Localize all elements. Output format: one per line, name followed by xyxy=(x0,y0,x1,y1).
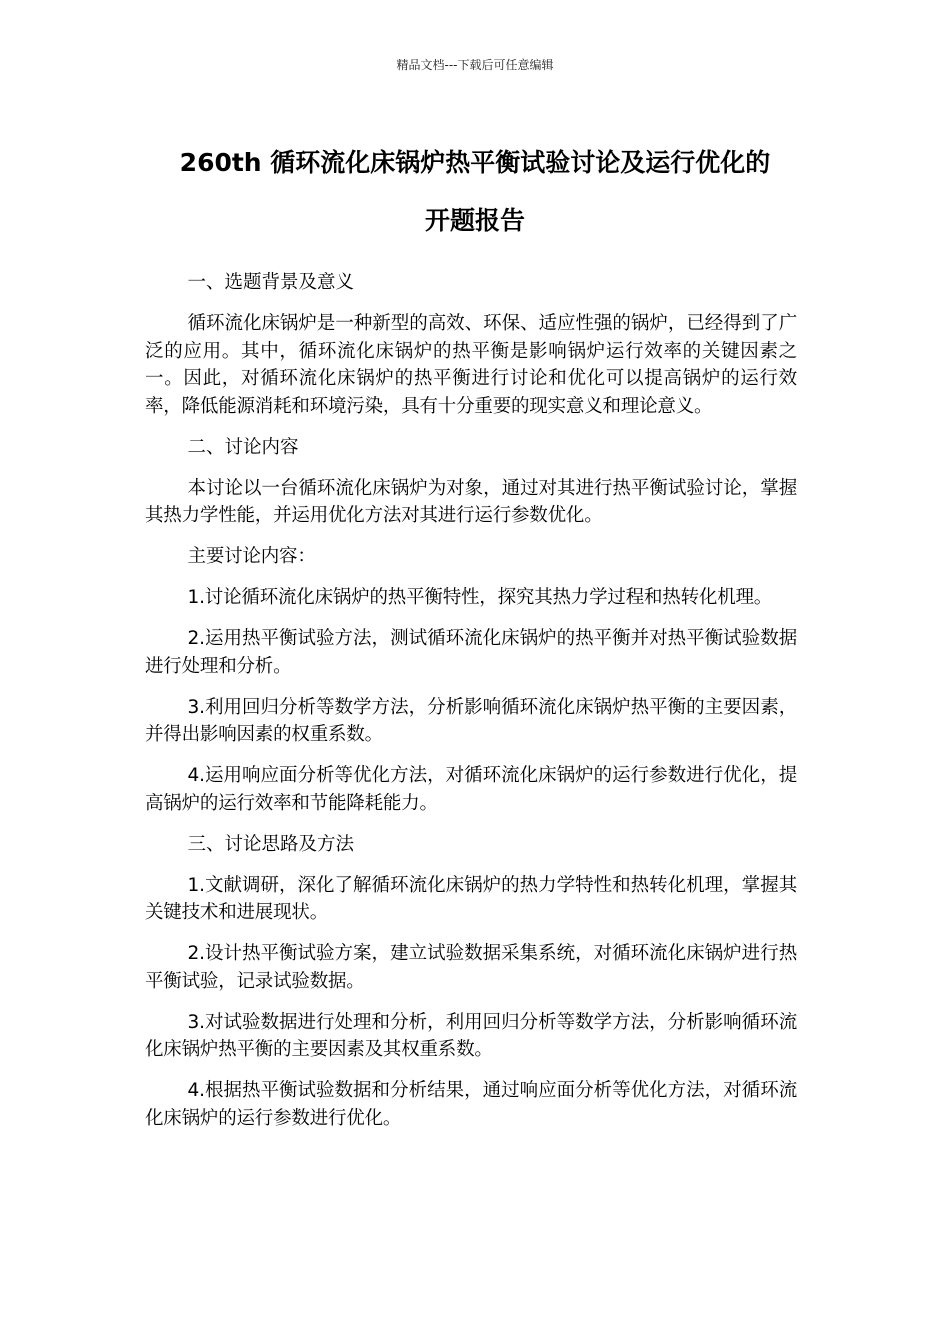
method-item-2: 2.设计热平衡试验方案，建立试验数据采集系统，对循环流化床锅炉进行热平衡试验，记录试验数据。 xyxy=(145,943,797,992)
page-header-note: 精品文档---下载后可任意编辑 xyxy=(396,58,554,72)
content-item-1: 1.讨论循环流化床锅炉的热平衡特性，探究其热力学过程和热转化机理。 xyxy=(187,587,773,608)
content-item-4: 4.运用响应面分析等优化方法，对循环流化床锅炉的运行参数进行优化，提高锅炉的运行效率和节能降耗能力。 xyxy=(145,765,797,814)
method-item-4: 4.根据热平衡试验数据和分析结果，通过响应面分析等优化方法，对循环流化床锅炉的运行参数进行优化。 xyxy=(145,1080,797,1129)
title-line-1: 260th 循环流化床锅炉热平衡试验讨论及运行优化的 xyxy=(179,148,771,177)
method-item-3: 3.对试验数据进行处理和分析，利用回归分析等数学方法，分析影响循环流化床锅炉热平衡的主要因素及其权重系数。 xyxy=(145,1011,797,1060)
section-heading-methods: 三、讨论思路及方法 xyxy=(187,833,355,855)
background-paragraph: 循环流化床锅炉是一种新型的高效、环保、适应性强的锅炉，已经得到了广泛的应用。其中，循环流化床锅炉的热平衡是影响锅炉运行效率的关键因素之一。因此，对循环流化床锅炉的热平衡进行讨论和优化可以提高锅炉的运行效率，降低能源消耗和环境污染，具有十分重要的现实意义和理论意义。 xyxy=(145,313,797,417)
content-intro-paragraph: 本讨论以一台循环流化床锅炉为对象，通过对其进行热平衡试验讨论，掌握其热力学性能，并运用优化方法对其进行运行参数优化。 xyxy=(145,477,797,526)
section-heading-content: 二、讨论内容 xyxy=(187,436,299,458)
content-item-3: 3.利用回归分析等数学方法，分析影响循环流化床锅炉热平衡的主要因素，并得出影响因素的权重系数。 xyxy=(145,696,797,745)
content-item-2: 2.运用热平衡试验方法，测试循环流化床锅炉的热平衡并对热平衡试验数据进行处理和分析。 xyxy=(145,628,797,677)
document-title xyxy=(120,134,830,250)
method-item-1: 1.文献调研，深化了解循环流化床锅炉的热力学特性和热转化机理，掌握其关键技术和进展现状。 xyxy=(145,874,797,923)
content-lead-line: 主要讨论内容： xyxy=(187,546,316,567)
document-body xyxy=(145,269,797,1146)
title-line-2: 开题报告 xyxy=(424,206,525,235)
section-heading-background: 一、选题背景及意义 xyxy=(187,272,355,293)
